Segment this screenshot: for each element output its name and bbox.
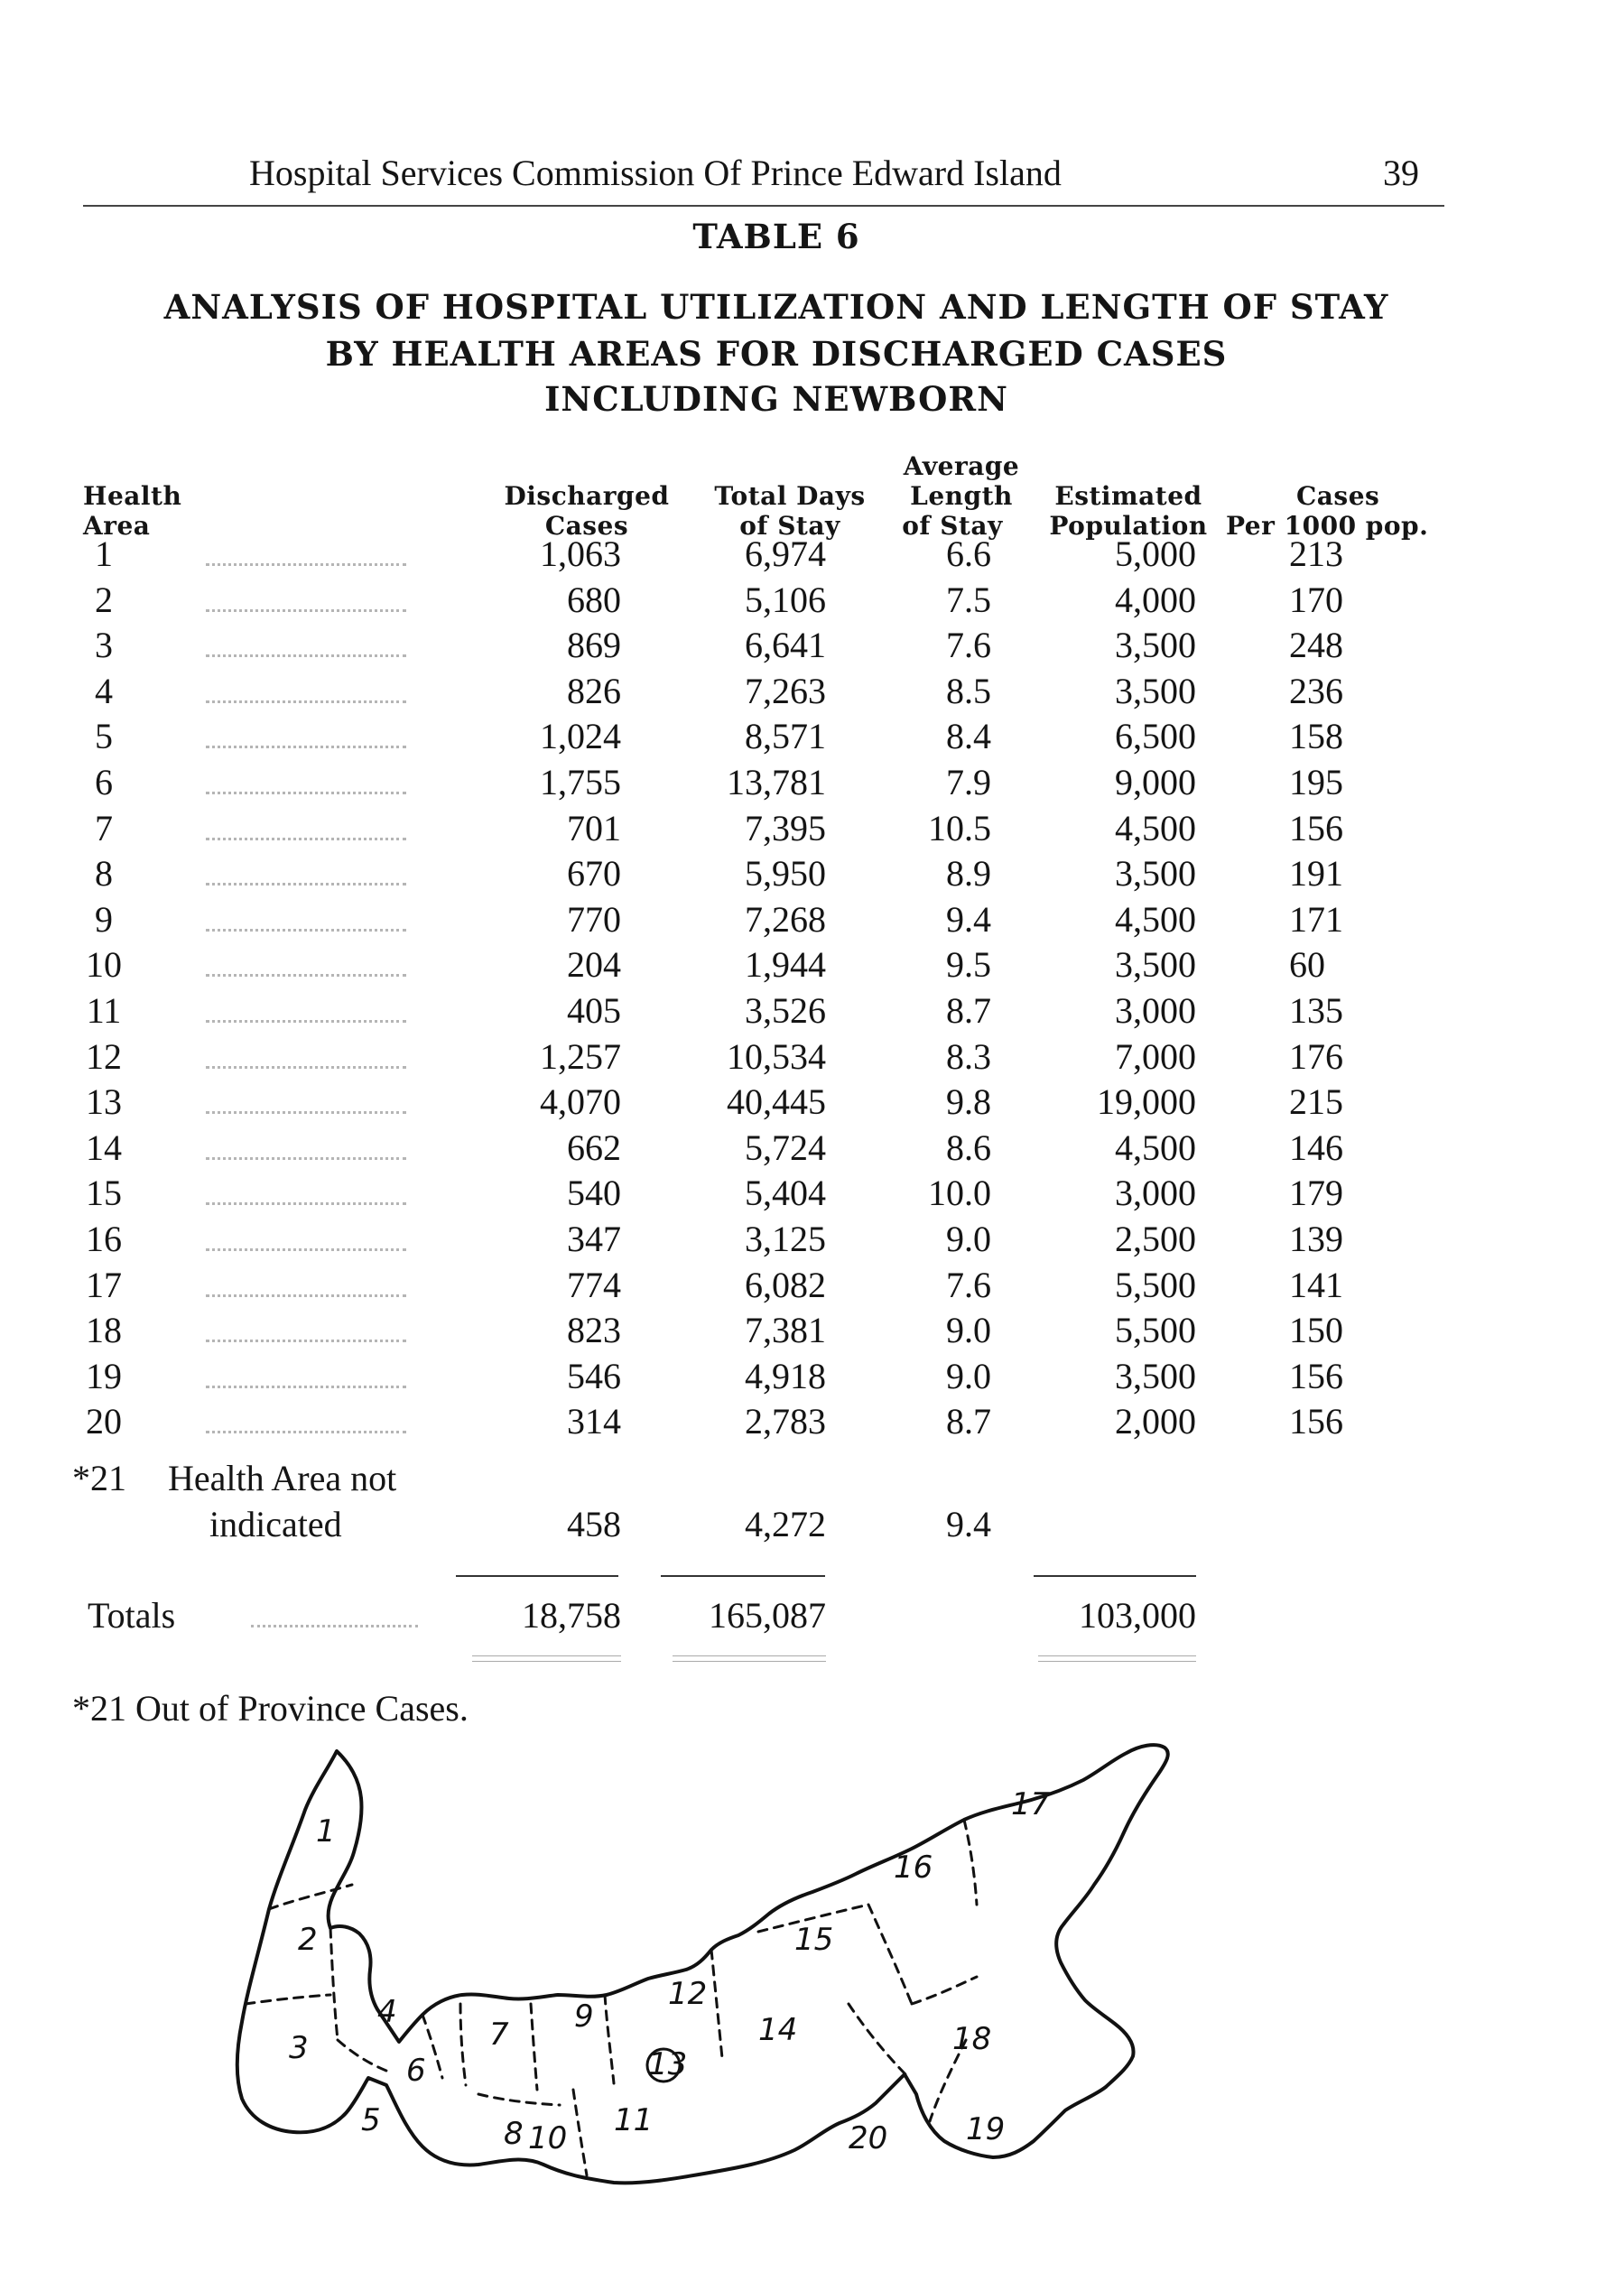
total-rule-days <box>661 1575 825 1577</box>
row-cases-per-1000: 141 <box>1289 1265 1343 1305</box>
row-total-days: 5,950 <box>745 853 826 894</box>
row-discharged-cases: 1,024 <box>540 716 621 756</box>
row-total-days: 7,381 <box>745 1310 826 1350</box>
leader-dots <box>206 1431 406 1433</box>
map-label-7: 7 <box>489 2017 509 2053</box>
row-average-length: 8.3 <box>946 1036 991 1077</box>
row-21-average: 9.4 <box>946 1504 991 1544</box>
leader-dots <box>206 929 406 932</box>
leader-dots <box>206 792 406 794</box>
row-discharged-cases: 1,257 <box>540 1036 621 1077</box>
row-cases-per-1000: 248 <box>1289 625 1343 665</box>
map-label-15: 15 <box>794 1922 834 1958</box>
row-cases-per-1000: 170 <box>1289 580 1343 620</box>
row-total-days: 7,263 <box>745 671 826 711</box>
row-cases-per-1000: 158 <box>1289 716 1343 756</box>
col-header-per-1000: Per 1000 pop. <box>1226 511 1429 541</box>
row-average-length: 9.8 <box>946 1081 991 1122</box>
row-discharged-cases: 701 <box>567 808 621 848</box>
leader-dots <box>206 1386 406 1388</box>
totals-label: Totals <box>88 1595 176 1636</box>
map-label-18: 18 <box>952 2021 992 2057</box>
boundary-14-20 <box>849 2004 907 2076</box>
leader-dots <box>206 609 406 612</box>
row-estimated-population: 5,500 <box>1115 1310 1196 1350</box>
total-rule-discharged <box>456 1575 618 1577</box>
table-title-line-1: ANALYSIS OF HOSPITAL UTILIZATION AND LENGTH OF STAY <box>163 287 1389 327</box>
boundary-9-12 <box>605 1995 614 2083</box>
row-total-days: 2,783 <box>745 1401 826 1442</box>
row-21-prefix: *21 <box>72 1458 126 1498</box>
map-label-17: 17 <box>1011 1786 1051 1822</box>
boundary-15-16 <box>868 1905 912 2004</box>
row-estimated-population: 4,500 <box>1115 808 1196 848</box>
row-discharged-cases: 1,063 <box>540 533 621 574</box>
map-label-3: 3 <box>289 2030 309 2066</box>
running-title: Hospital Services Commission Of Prince Edward Island <box>249 153 1062 193</box>
row-area: 19 <box>86 1356 122 1396</box>
row-total-days: 40,445 <box>727 1081 826 1122</box>
row-area: 1 <box>95 533 113 574</box>
map-label-2: 2 <box>298 1922 318 1958</box>
row-average-length: 9.0 <box>946 1310 991 1350</box>
row-area: 10 <box>86 944 122 985</box>
leader-dots <box>206 974 406 977</box>
leader-dots <box>206 1202 406 1205</box>
row-estimated-population: 4,000 <box>1115 580 1196 620</box>
row-average-length: 8.7 <box>946 1401 991 1442</box>
row-average-length: 7.6 <box>946 625 991 665</box>
row-discharged-cases: 662 <box>567 1127 621 1168</box>
row-cases-per-1000: 156 <box>1289 808 1343 848</box>
row-estimated-population: 3,000 <box>1115 990 1196 1031</box>
map-label-5: 5 <box>361 2102 381 2138</box>
row-area: 2 <box>95 580 113 620</box>
row-discharged-cases: 770 <box>567 899 621 940</box>
row-discharged-cases: 204 <box>567 944 621 985</box>
leader-dots <box>206 654 406 657</box>
leader-dots <box>206 563 406 566</box>
col-header-health: Health <box>83 481 182 511</box>
totals-total-days: 165,087 <box>709 1595 826 1636</box>
row-cases-per-1000: 179 <box>1289 1173 1343 1213</box>
row-area: 8 <box>95 853 113 894</box>
row-cases-per-1000: 213 <box>1289 533 1343 574</box>
row-cases-per-1000: 171 <box>1289 899 1343 940</box>
row-discharged-cases: 546 <box>567 1356 621 1396</box>
row-estimated-population: 3,500 <box>1115 671 1196 711</box>
row-total-days: 5,724 <box>745 1127 826 1168</box>
row-area: 15 <box>86 1173 122 1213</box>
boundary-4-5 <box>338 2040 386 2071</box>
row-area: 16 <box>86 1219 122 1259</box>
row-average-length: 8.4 <box>946 716 991 756</box>
total-rule-population <box>1034 1575 1196 1577</box>
row-total-days: 8,571 <box>745 716 826 756</box>
row-average-length: 7.6 <box>946 1265 991 1305</box>
map-label-16: 16 <box>894 1850 933 1886</box>
col-header-average: Average <box>903 451 1020 481</box>
boundary-16-17 <box>964 1820 977 1905</box>
row-discharged-cases: 680 <box>567 580 621 620</box>
double-rule-discharged <box>472 1655 621 1662</box>
map-label-6: 6 <box>406 2053 426 2089</box>
col-header-cases: Cases <box>544 511 629 541</box>
row-total-days: 7,268 <box>745 899 826 940</box>
double-rule-days <box>673 1655 826 1662</box>
map-label-8: 8 <box>504 2116 524 2152</box>
row-area: 14 <box>86 1127 122 1168</box>
leader-dots <box>206 1020 406 1023</box>
col-header-cases-per: Cases <box>1296 481 1380 511</box>
leader-dots <box>206 1340 406 1342</box>
row-estimated-population: 6,500 <box>1115 716 1196 756</box>
row-area: 7 <box>95 808 113 848</box>
row-average-length: 7.9 <box>946 762 991 802</box>
row-average-length: 7.5 <box>946 580 991 620</box>
row-estimated-population: 9,000 <box>1115 762 1196 802</box>
header-rule <box>83 205 1444 207</box>
row-area: 3 <box>95 625 113 665</box>
map-label-4: 4 <box>377 1994 397 2030</box>
row-total-days: 7,395 <box>745 808 826 848</box>
row-area: 5 <box>95 716 113 756</box>
row-average-length: 9.0 <box>946 1219 991 1259</box>
table-title-line-3: INCLUDING NEWBORN <box>544 379 1008 419</box>
row-total-days: 13,781 <box>727 762 826 802</box>
totals-discharged: 18,758 <box>522 1595 621 1636</box>
map-label-9: 9 <box>574 1998 594 2035</box>
health-area-map <box>217 1733 1336 2202</box>
row-average-length: 8.5 <box>946 671 991 711</box>
row-area: 11 <box>86 990 122 1031</box>
map-label-12: 12 <box>668 1976 708 2012</box>
row-cases-per-1000: 236 <box>1289 671 1343 711</box>
boundary-6-7 <box>460 2004 466 2085</box>
boundary-3-4 <box>330 1928 338 2040</box>
map-label-19: 19 <box>966 2111 1006 2147</box>
row-discharged-cases: 869 <box>567 625 621 665</box>
row-cases-per-1000: 156 <box>1289 1356 1343 1396</box>
map-label-10: 10 <box>528 2120 568 2156</box>
row-average-length: 10.5 <box>928 808 991 848</box>
row-cases-per-1000: 135 <box>1289 990 1343 1031</box>
row-21-discharged: 458 <box>567 1504 621 1544</box>
leader-dots <box>206 1248 406 1251</box>
col-header-estimated: Estimated <box>1054 481 1202 511</box>
row-total-days: 5,106 <box>745 580 826 620</box>
totals-population: 103,000 <box>1079 1595 1196 1636</box>
row-estimated-population: 7,000 <box>1115 1036 1196 1077</box>
table-title-line-2: BY HEALTH AREAS FOR DISCHARGED CASES <box>325 334 1228 374</box>
col-header-length: Length <box>910 481 1013 511</box>
row-cases-per-1000: 215 <box>1289 1081 1343 1122</box>
row-area: 12 <box>86 1036 122 1077</box>
row-total-days: 5,404 <box>745 1173 826 1213</box>
row-cases-per-1000: 60 <box>1289 944 1325 985</box>
row-cases-per-1000: 195 <box>1289 762 1343 802</box>
row-discharged-cases: 774 <box>567 1265 621 1305</box>
row-estimated-population: 5,500 <box>1115 1265 1196 1305</box>
row-area: 6 <box>95 762 113 802</box>
row-total-days: 1,944 <box>745 944 826 985</box>
map-label-13: 13 <box>648 2046 688 2082</box>
row-estimated-population: 3,500 <box>1115 1356 1196 1396</box>
row-average-length: 9.5 <box>946 944 991 985</box>
leader-dots <box>206 1294 406 1297</box>
row-21-total-days: 4,272 <box>745 1504 826 1544</box>
boundary-1-2 <box>269 1885 352 1909</box>
double-rule-population <box>1038 1655 1196 1662</box>
col-header-total-days: Total Days <box>714 481 866 511</box>
row-estimated-population: 3,500 <box>1115 853 1196 894</box>
row-total-days: 4,918 <box>745 1356 826 1396</box>
row-estimated-population: 3,500 <box>1115 944 1196 985</box>
map-label-11: 11 <box>614 2102 654 2138</box>
totals-leader-dots <box>251 1625 418 1627</box>
row-estimated-population: 5,000 <box>1115 533 1196 574</box>
leader-dots <box>206 1066 406 1069</box>
boundary-10-11 <box>573 2090 587 2175</box>
row-cases-per-1000: 150 <box>1289 1310 1343 1350</box>
col-header-avg-of-stay: of Stay <box>902 511 1003 541</box>
row-average-length: 9.4 <box>946 899 991 940</box>
row-estimated-population: 4,500 <box>1115 899 1196 940</box>
footnote: *21 Out of Province Cases. <box>72 1688 469 1729</box>
row-total-days: 6,082 <box>745 1265 826 1305</box>
row-average-length: 8.9 <box>946 853 991 894</box>
row-discharged-cases: 314 <box>567 1401 621 1442</box>
row-discharged-cases: 1,755 <box>540 762 621 802</box>
table-number: TABLE 6 <box>692 217 860 256</box>
leader-dots <box>206 883 406 886</box>
row-estimated-population: 19,000 <box>1097 1081 1196 1122</box>
col-header-population: Population <box>1049 511 1208 541</box>
leader-dots <box>206 1157 406 1160</box>
col-header-discharged: Discharged <box>504 481 670 511</box>
row-discharged-cases: 670 <box>567 853 621 894</box>
boundary-2-3 <box>246 1995 330 2004</box>
row-area: 20 <box>86 1401 122 1442</box>
row-discharged-cases: 826 <box>567 671 621 711</box>
row-area: 18 <box>86 1310 122 1350</box>
row-total-days: 6,974 <box>745 533 826 574</box>
row-estimated-population: 2,000 <box>1115 1401 1196 1442</box>
row-average-length: 8.6 <box>946 1127 991 1168</box>
page-number: 39 <box>1383 153 1419 193</box>
row-discharged-cases: 405 <box>567 990 621 1031</box>
boundary-7-9 <box>531 2004 537 2090</box>
row-discharged-cases: 347 <box>567 1219 621 1259</box>
row-discharged-cases: 823 <box>567 1310 621 1350</box>
row-average-length: 8.7 <box>946 990 991 1031</box>
row-average-length: 6.6 <box>946 533 991 574</box>
row-estimated-population: 3,500 <box>1115 625 1196 665</box>
col-header-area: Area <box>83 511 151 541</box>
row-cases-per-1000: 139 <box>1289 1219 1343 1259</box>
map-label-1: 1 <box>316 1813 336 1850</box>
row-average-length: 9.0 <box>946 1356 991 1396</box>
row-21-label-line-2: indicated <box>209 1504 342 1544</box>
boundary-16-18 <box>912 1977 977 2004</box>
row-average-length: 10.0 <box>928 1173 991 1213</box>
row-total-days: 3,125 <box>745 1219 826 1259</box>
row-cases-per-1000: 191 <box>1289 853 1343 894</box>
leader-dots <box>206 700 406 703</box>
boundary-8-10 <box>478 2094 560 2105</box>
row-area: 4 <box>95 671 113 711</box>
row-discharged-cases: 540 <box>567 1173 621 1213</box>
row-cases-per-1000: 156 <box>1289 1401 1343 1442</box>
leader-dots <box>206 1111 406 1114</box>
row-cases-per-1000: 146 <box>1289 1127 1343 1168</box>
row-area: 17 <box>86 1265 122 1305</box>
row-total-days: 6,641 <box>745 625 826 665</box>
leader-dots <box>206 746 406 748</box>
map-label-14: 14 <box>758 2012 798 2048</box>
row-discharged-cases: 4,070 <box>540 1081 621 1122</box>
row-estimated-population: 3,000 <box>1115 1173 1196 1213</box>
row-total-days: 3,526 <box>745 990 826 1031</box>
row-area: 13 <box>86 1081 122 1122</box>
leader-dots <box>206 838 406 840</box>
row-21-label-line-1: Health Area not <box>168 1458 397 1498</box>
col-header-of-stay: of Stay <box>739 511 840 541</box>
row-total-days: 10,534 <box>727 1036 826 1077</box>
map-label-20: 20 <box>849 2120 888 2156</box>
boundary-12-14 <box>711 1950 722 2058</box>
row-estimated-population: 4,500 <box>1115 1127 1196 1168</box>
row-area: 9 <box>95 899 113 940</box>
row-estimated-population: 2,500 <box>1115 1219 1196 1259</box>
row-cases-per-1000: 176 <box>1289 1036 1343 1077</box>
